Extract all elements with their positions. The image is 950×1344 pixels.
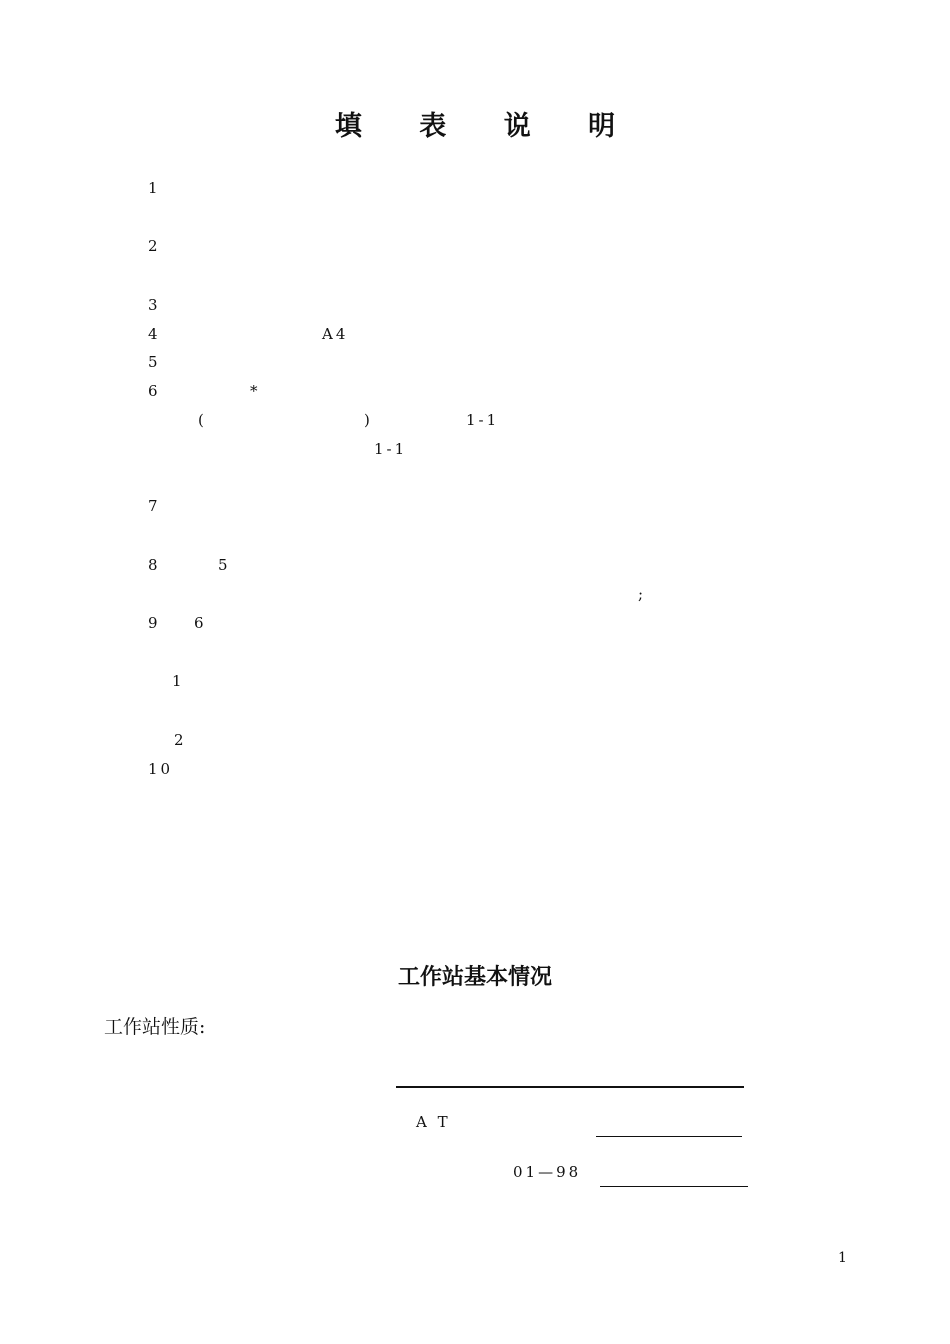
- instruction-item-1: 1: [148, 179, 161, 197]
- instructions-title: 填 表 说 明: [334, 111, 640, 142]
- instruction-item-2: 2: [148, 237, 161, 255]
- workstation-field-2-underline: [596, 1136, 742, 1137]
- instruction-item-9-ref: 6: [194, 614, 207, 632]
- workstation-title: 工作站基本情况: [397, 964, 552, 990]
- instruction-item-6-ref-a: 1-1: [466, 411, 500, 429]
- instruction-item-8-ref: 5: [218, 556, 231, 574]
- instruction-item-5: 5: [148, 353, 161, 371]
- workstation-field-3-code: 01—98: [513, 1163, 582, 1181]
- instruction-item-8: 8: [148, 556, 161, 574]
- instruction-item-6-paren-open: (: [198, 411, 207, 429]
- instruction-item-6: 6: [148, 382, 161, 400]
- instruction-item-9: 9: [148, 614, 161, 632]
- instruction-item-4: 4: [148, 325, 161, 343]
- instruction-item-7: 7: [148, 497, 161, 515]
- instruction-item-3: 3: [148, 296, 161, 314]
- instruction-item-10: 10: [148, 760, 174, 778]
- instruction-subitem-2: 2: [174, 731, 187, 749]
- instruction-item-6-paren-close: ): [364, 411, 373, 429]
- page-number: 1: [838, 1250, 847, 1266]
- workstation-field-2-code: A T: [416, 1113, 451, 1131]
- instruction-subitem-1: 1: [172, 672, 185, 690]
- instruction-item-8-semicolon: ;: [638, 585, 647, 603]
- workstation-nature-label: 工作站性质:: [104, 1016, 206, 1038]
- instruction-item-6-ref-b: 1-1: [374, 440, 408, 458]
- instruction-item-4-paper: A4: [322, 325, 349, 343]
- workstation-field-1-underline: [396, 1086, 744, 1088]
- instruction-item-6-asterisk: *: [250, 382, 261, 400]
- workstation-field-3-underline: [600, 1186, 748, 1187]
